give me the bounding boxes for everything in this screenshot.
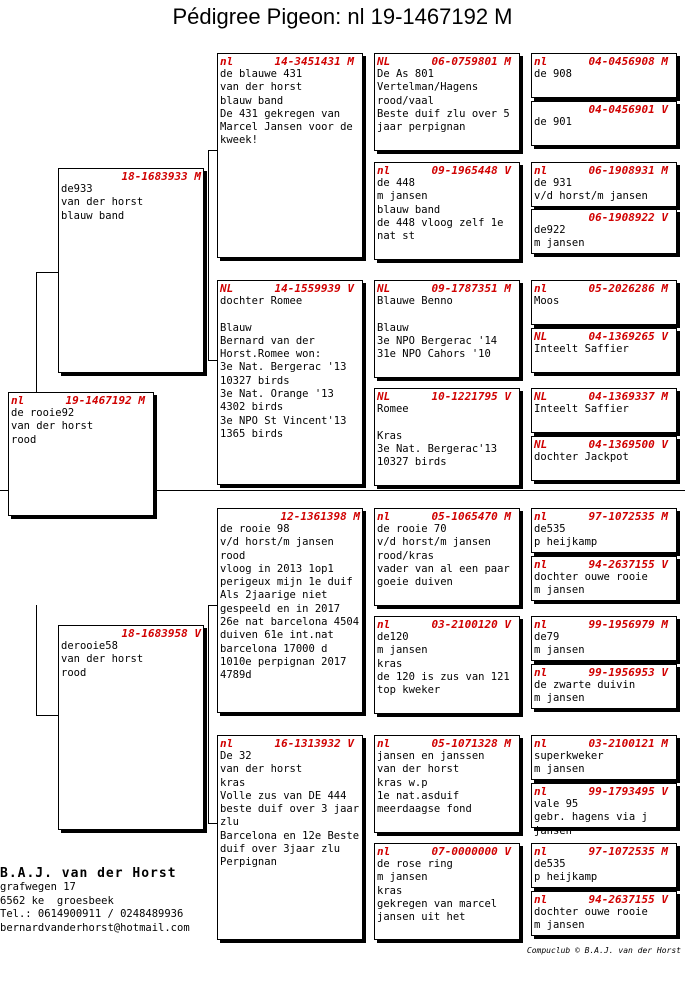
pigeon-details: de535 p heijkamp xyxy=(534,858,598,884)
country-code: nl xyxy=(377,737,391,750)
breeder-phone: Tel.: 0614900911 / 0248489936 xyxy=(0,908,184,920)
pigeon-details: de 901 xyxy=(534,116,572,128)
pigeon-card-ancestor xyxy=(531,664,677,709)
ring-number: 09-1965448 V xyxy=(431,164,511,177)
breeder-name: B.A.J. van der Horst xyxy=(0,866,177,881)
pigeon-details: dochter Jackpot xyxy=(534,451,629,463)
country-code: nl xyxy=(534,666,548,679)
pigeon-card-ancestor xyxy=(531,843,677,888)
country-code: nl xyxy=(534,282,548,295)
pigeon-details: derooie58 van der horst rood xyxy=(61,640,144,679)
pigeon-details: de 931 v/d horst/m jansen xyxy=(534,177,648,203)
pigeon-details: de rose ring m jansen kras gekregen van marcel jansen uit het xyxy=(377,858,498,924)
connector-line xyxy=(36,272,58,273)
pigeon-card-ancestor xyxy=(531,735,677,780)
country-code: NL xyxy=(377,390,391,403)
pigeon-details: superkweker m jansen xyxy=(534,750,604,776)
pigeon-card-great-grandparent xyxy=(374,735,520,833)
ring-number: 94-2637155 V xyxy=(588,893,668,906)
pigeon-card-sire xyxy=(58,168,204,373)
ring-number: 10-1221795 V xyxy=(431,390,511,403)
connector-line xyxy=(36,715,58,716)
ring-number: 04-1369337 M xyxy=(588,390,668,403)
pigeon-card-ancestor xyxy=(531,328,677,373)
country-code: nl xyxy=(534,893,548,906)
country-code: nl xyxy=(377,164,391,177)
connector-line xyxy=(36,605,37,715)
country-code: nl xyxy=(534,558,548,571)
ring-number: 16-1313932 V xyxy=(274,737,354,750)
pigeon-card-ancestor xyxy=(531,556,677,601)
pigeon-details: Blauwe Benno Blauw 3e NPO Bergerac '14 31e NPO Cahors '10 xyxy=(377,295,498,361)
pigeon-card-ancestor xyxy=(531,783,677,837)
country-code: nl xyxy=(534,737,548,750)
pigeon-details: de zwarte duivin m jansen xyxy=(534,679,636,705)
country-code: nl xyxy=(534,55,548,68)
ring-number: 19-1467192 M xyxy=(65,394,145,407)
ring-number: 03-2100121 M xyxy=(588,737,668,750)
pigeon-card-great-grandparent xyxy=(374,53,520,151)
country-code: nl xyxy=(220,55,234,68)
connector-line xyxy=(36,272,37,392)
country-code: nl xyxy=(534,785,548,798)
pigeon-card-grandparent xyxy=(217,508,363,713)
page-title: Pédigree Pigeon: nl 19-1467192 M xyxy=(172,4,513,29)
ring-number: 04-1369500 V xyxy=(588,438,668,451)
country-code: nl xyxy=(377,618,391,631)
pigeon-card-ancestor xyxy=(531,280,677,325)
ring-number: 03-2100120 V xyxy=(431,618,511,631)
country-code: nl xyxy=(534,845,548,858)
pigeon-details: Inteelt Saffier xyxy=(534,403,629,415)
country-code: NL xyxy=(534,390,548,403)
country-code: NL xyxy=(220,282,234,295)
pigeon-details: de79 m jansen xyxy=(534,631,585,657)
ring-number: 97-1072535 M xyxy=(588,510,668,523)
pigeon-details: de933 van der horst blauw band xyxy=(61,183,144,222)
ring-number: 12-1361398 M xyxy=(280,510,360,523)
connector-line xyxy=(208,150,209,360)
pigeon-details: de535 p heijkamp xyxy=(534,523,598,549)
pigeon-card-great-grandparent xyxy=(374,843,520,940)
ring-number: 14-3451431 M xyxy=(274,55,354,68)
breeder-street: grafwegen 17 xyxy=(0,881,76,893)
pigeon-card-ancestor xyxy=(531,388,677,433)
ring-number: 18-1683933 M xyxy=(121,170,201,183)
pigeon-details: dochter Romee Blauw Bernard van der Horst.Romee won: 3e Nat. Bergerac '13 10327 birds 3e Nat. Orange '13 4302 birds 3e NPO St Vincent'13 1365 birds xyxy=(220,295,347,440)
country-code: nl xyxy=(220,737,234,750)
pigeon-card-subject xyxy=(8,392,154,516)
pigeon-card-great-grandparent xyxy=(374,280,520,378)
pigeon-details: de rooie92 van der horst rood xyxy=(11,407,94,446)
pigeon-details: de 448 m jansen blauw band de 448 vloog zelf 1e nat st xyxy=(377,177,504,243)
country-code: nl xyxy=(377,845,391,858)
pigeon-details: jansen en janssen van der horst kras w.p 1e nat.asduif meerdaagse fond xyxy=(377,750,485,816)
pigeon-card-grandparent xyxy=(217,53,363,258)
pigeon-card-great-grandparent xyxy=(374,508,520,606)
ring-number: 99-1956979 M xyxy=(588,618,668,631)
pigeon-card-ancestor xyxy=(531,508,677,553)
pigeon-card-ancestor xyxy=(531,616,677,661)
pigeon-details: de922 m jansen xyxy=(534,224,585,250)
ring-number: 05-1065470 M xyxy=(431,510,511,523)
pigeon-details: dochter ouwe rooie m jansen xyxy=(534,906,648,932)
pigeon-details: de120 m jansen kras de 120 is zus van 121 top kweker xyxy=(377,631,510,697)
country-code: nl xyxy=(534,510,548,523)
ring-number: 07-0000000 V xyxy=(431,845,511,858)
country-code: NL xyxy=(534,438,548,451)
pigeon-card-grandparent xyxy=(217,735,363,940)
country-code: nl xyxy=(534,164,548,177)
footer-credit: Compuclub © B.A.J. van der Horst xyxy=(526,946,681,955)
breeder-email[interactable]: bernardvanderhorst@hotmail.com xyxy=(0,921,190,934)
ring-number: 06-1908922 V xyxy=(588,211,668,224)
ring-number: 09-1787351 M xyxy=(431,282,511,295)
pigeon-card-ancestor xyxy=(531,101,677,146)
ring-number: 04-0456901 V xyxy=(588,103,668,116)
pigeon-card-dam xyxy=(58,625,204,830)
pigeon-card-great-grandparent xyxy=(374,616,520,714)
country-code: NL xyxy=(377,282,391,295)
breeder-city: 6562 ke groesbeek xyxy=(0,894,114,907)
country-code: NL xyxy=(377,55,391,68)
pigeon-card-grandparent xyxy=(217,280,363,485)
ring-number: 06-0759801 M xyxy=(431,55,511,68)
pigeon-details: de rooie 98 v/d horst/m jansen rood vloog in 2013 1op1 perigeux mijn 1e duif Als 2jaarige niet gespeeld en in 2017 26e nat barcelona 4504 duiven 61e int.nat barcelona 17000 d 1010e perpignan 2017 4789d xyxy=(220,523,360,682)
connector-line xyxy=(208,605,209,823)
ring-number: 05-1071328 M xyxy=(431,737,511,750)
pigeon-details: vale 95 gebr. hagens via j jansen xyxy=(534,798,648,837)
country-code: nl xyxy=(534,618,548,631)
pigeon-card-ancestor xyxy=(531,891,677,936)
ring-number: 05-2026286 M xyxy=(588,282,668,295)
ring-number: 18-1683958 V xyxy=(121,627,201,640)
pigeon-details: dochter ouwe rooie m jansen xyxy=(534,571,648,597)
connector-line xyxy=(208,150,217,151)
pigeon-details: de blauwe 431 van der horst blauw band De 431 gekregen van Marcel Jansen voor de kweek! xyxy=(220,68,353,147)
ring-number: 06-1908931 M xyxy=(588,164,668,177)
ring-number: 14-1559939 V xyxy=(274,282,354,295)
pigeon-details: Inteelt Saffier xyxy=(534,343,629,355)
pigeon-card-ancestor xyxy=(531,53,677,98)
ring-number: 94-2637155 V xyxy=(588,558,668,571)
country-code: nl xyxy=(377,510,391,523)
pigeon-details: de rooie 70 v/d horst/m jansen rood/kras vader van al een paar goeie duiven xyxy=(377,523,510,589)
pigeon-details: De 32 van der horst kras Volle zus van DE 444 beste duif over 3 jaar zlu Barcelona en 12e Beste duif over 3jaar zlu Perpignan xyxy=(220,750,360,869)
pigeon-details: Romee Kras 3e Nat. Bergerac'13 10327 birds xyxy=(377,403,498,469)
ring-number: 04-1369265 V xyxy=(588,330,668,343)
pigeon-card-great-grandparent xyxy=(374,162,520,260)
ring-number: 99-1956953 V xyxy=(588,666,668,679)
ring-number: 04-0456908 M xyxy=(588,55,668,68)
connector-line xyxy=(208,605,217,606)
pigeon-details: de 908 xyxy=(534,68,572,80)
ring-number: 97-1072535 M xyxy=(588,845,668,858)
pigeon-details: Moos xyxy=(534,295,560,307)
connector-line xyxy=(208,823,217,824)
country-code: NL xyxy=(534,330,548,343)
country-code: nl xyxy=(11,394,25,407)
pigeon-card-ancestor xyxy=(531,209,677,254)
pigeon-details: De As 801 Vertelman/Hagens rood/vaal Beste duif zlu over 5 jaar perpignan xyxy=(377,68,510,134)
connector-line xyxy=(208,360,217,361)
ring-number: 99-1793495 V xyxy=(588,785,668,798)
breeder-info xyxy=(0,866,230,935)
pigeon-card-ancestor xyxy=(531,162,677,207)
pigeon-card-great-grandparent xyxy=(374,388,520,486)
pigeon-card-ancestor xyxy=(531,436,677,481)
